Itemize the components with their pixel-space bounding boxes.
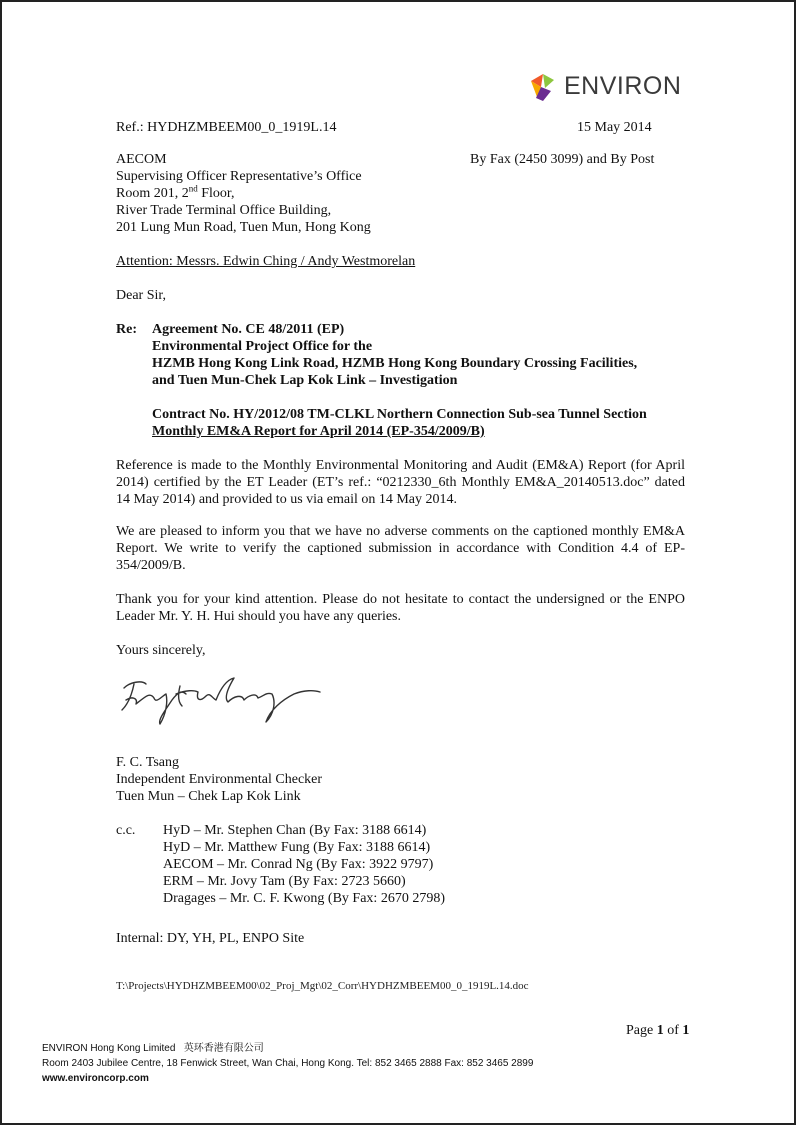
- body-paragraph-3: Thank you for your kind attention. Please do not hesitate to contact the undersigned or the ENPO Leader Mr. Y. H. Hui should you have any queries.: [116, 592, 685, 624]
- cc-item: HyD – Mr. Matthew Fung (By Fax: 3188 6614): [163, 840, 431, 855]
- footer-address: Room 2403 Jubilee Centre, 18 Fenwick Street, Wan Chai, Hong Kong. Tel: 852 3465 2888 Fax: 852 3465 2899: [42, 1058, 534, 1069]
- footer-company: ENVIRON Hong Kong Limited 英环香港有限公司: [42, 1043, 264, 1054]
- footer-website[interactable]: www.environcorp.com: [42, 1073, 149, 1084]
- signature-image: [116, 670, 326, 730]
- recipient-line-1: AECOM: [116, 152, 167, 167]
- re-line-6: Monthly EM&A Report for April 2014 (EP-354/2009/B): [152, 424, 485, 439]
- environ-logo-text: ENVIRON: [564, 72, 682, 100]
- signer-title: Independent Environmental Checker: [116, 772, 323, 787]
- recipient-line-2: Supervising Officer Representative’s Office: [116, 169, 362, 184]
- re-line-2: Environmental Project Office for the: [152, 339, 373, 354]
- letter-date: 15 May 2014: [577, 120, 652, 135]
- cc-label: c.c.: [116, 823, 136, 838]
- delivery-method: By Fax (2450 3099) and By Post: [470, 152, 655, 167]
- cc-item: HyD – Mr. Stephen Chan (By Fax: 3188 6614): [163, 823, 427, 838]
- salutation: Dear Sir,: [116, 288, 166, 303]
- recipient-line-4: River Trade Terminal Office Building,: [116, 203, 332, 218]
- recipient-line-3: Room 201, 2nd Floor,: [116, 183, 235, 201]
- attention-line: Attention: Messrs. Edwin Ching / Andy Westmorelan: [116, 254, 416, 269]
- closing: Yours sincerely,: [116, 643, 206, 658]
- cc-item: AECOM – Mr. Conrad Ng (By Fax: 3922 9797): [163, 857, 434, 872]
- body-paragraph-2: We are pleased to inform you that we have no adverse comments on the captioned monthly EM&A Report. We write to verify the captioned submission in accordance with Condition 4.4 of EP-354/2009/B.: [116, 524, 685, 573]
- cc-item: ERM – Mr. Jovy Tam (By Fax: 2723 5660): [163, 874, 406, 889]
- body-paragraph-1: Reference is made to the Monthly Environmental Monitoring and Audit (EM&A) Report (for April 2014) certified by the ET Leader (ET’s ref.: “0212330_6th Monthly EM&A_20140513.doc” dated 14 May 2014) and provided to us via email on 14 May 2014.: [116, 458, 685, 507]
- re-line-1: Agreement No. CE 48/2011 (EP): [152, 322, 345, 337]
- page-number: Page 1 of 1: [626, 1023, 690, 1038]
- cc-item: Dragages – Mr. C. F. Kwong (By Fax: 2670 2798): [163, 891, 445, 906]
- re-line-5: Contract No. HY/2012/08 TM-CLKL Northern Connection Sub-sea Tunnel Section: [152, 407, 647, 422]
- recipient-line-5: 201 Lung Mun Road, Tuen Mun, Hong Kong: [116, 220, 371, 235]
- reference-number: Ref.: HYDHZMBEEM00_0_1919L.14: [116, 120, 337, 135]
- environ-logo-icon: [527, 71, 559, 103]
- internal-distribution: Internal: DY, YH, PL, ENPO Site: [116, 931, 305, 946]
- signer-project: Tuen Mun – Chek Lap Kok Link: [116, 789, 301, 804]
- file-path: T:\Projects\HYDHZMBEEM00\02_Proj_Mgt\02_Corr\HYDHZMBEEM00_0_1919L.14.doc: [116, 980, 529, 992]
- re-line-4: and Tuen Mun-Chek Lap Kok Link – Investigation: [152, 373, 458, 388]
- re-line-3: HZMB Hong Kong Link Road, HZMB Hong Kong Boundary Crossing Facilities,: [152, 356, 638, 371]
- re-label: Re:: [116, 322, 137, 337]
- environ-logo: [527, 70, 682, 104]
- signer-name: F. C. Tsang: [116, 755, 179, 770]
